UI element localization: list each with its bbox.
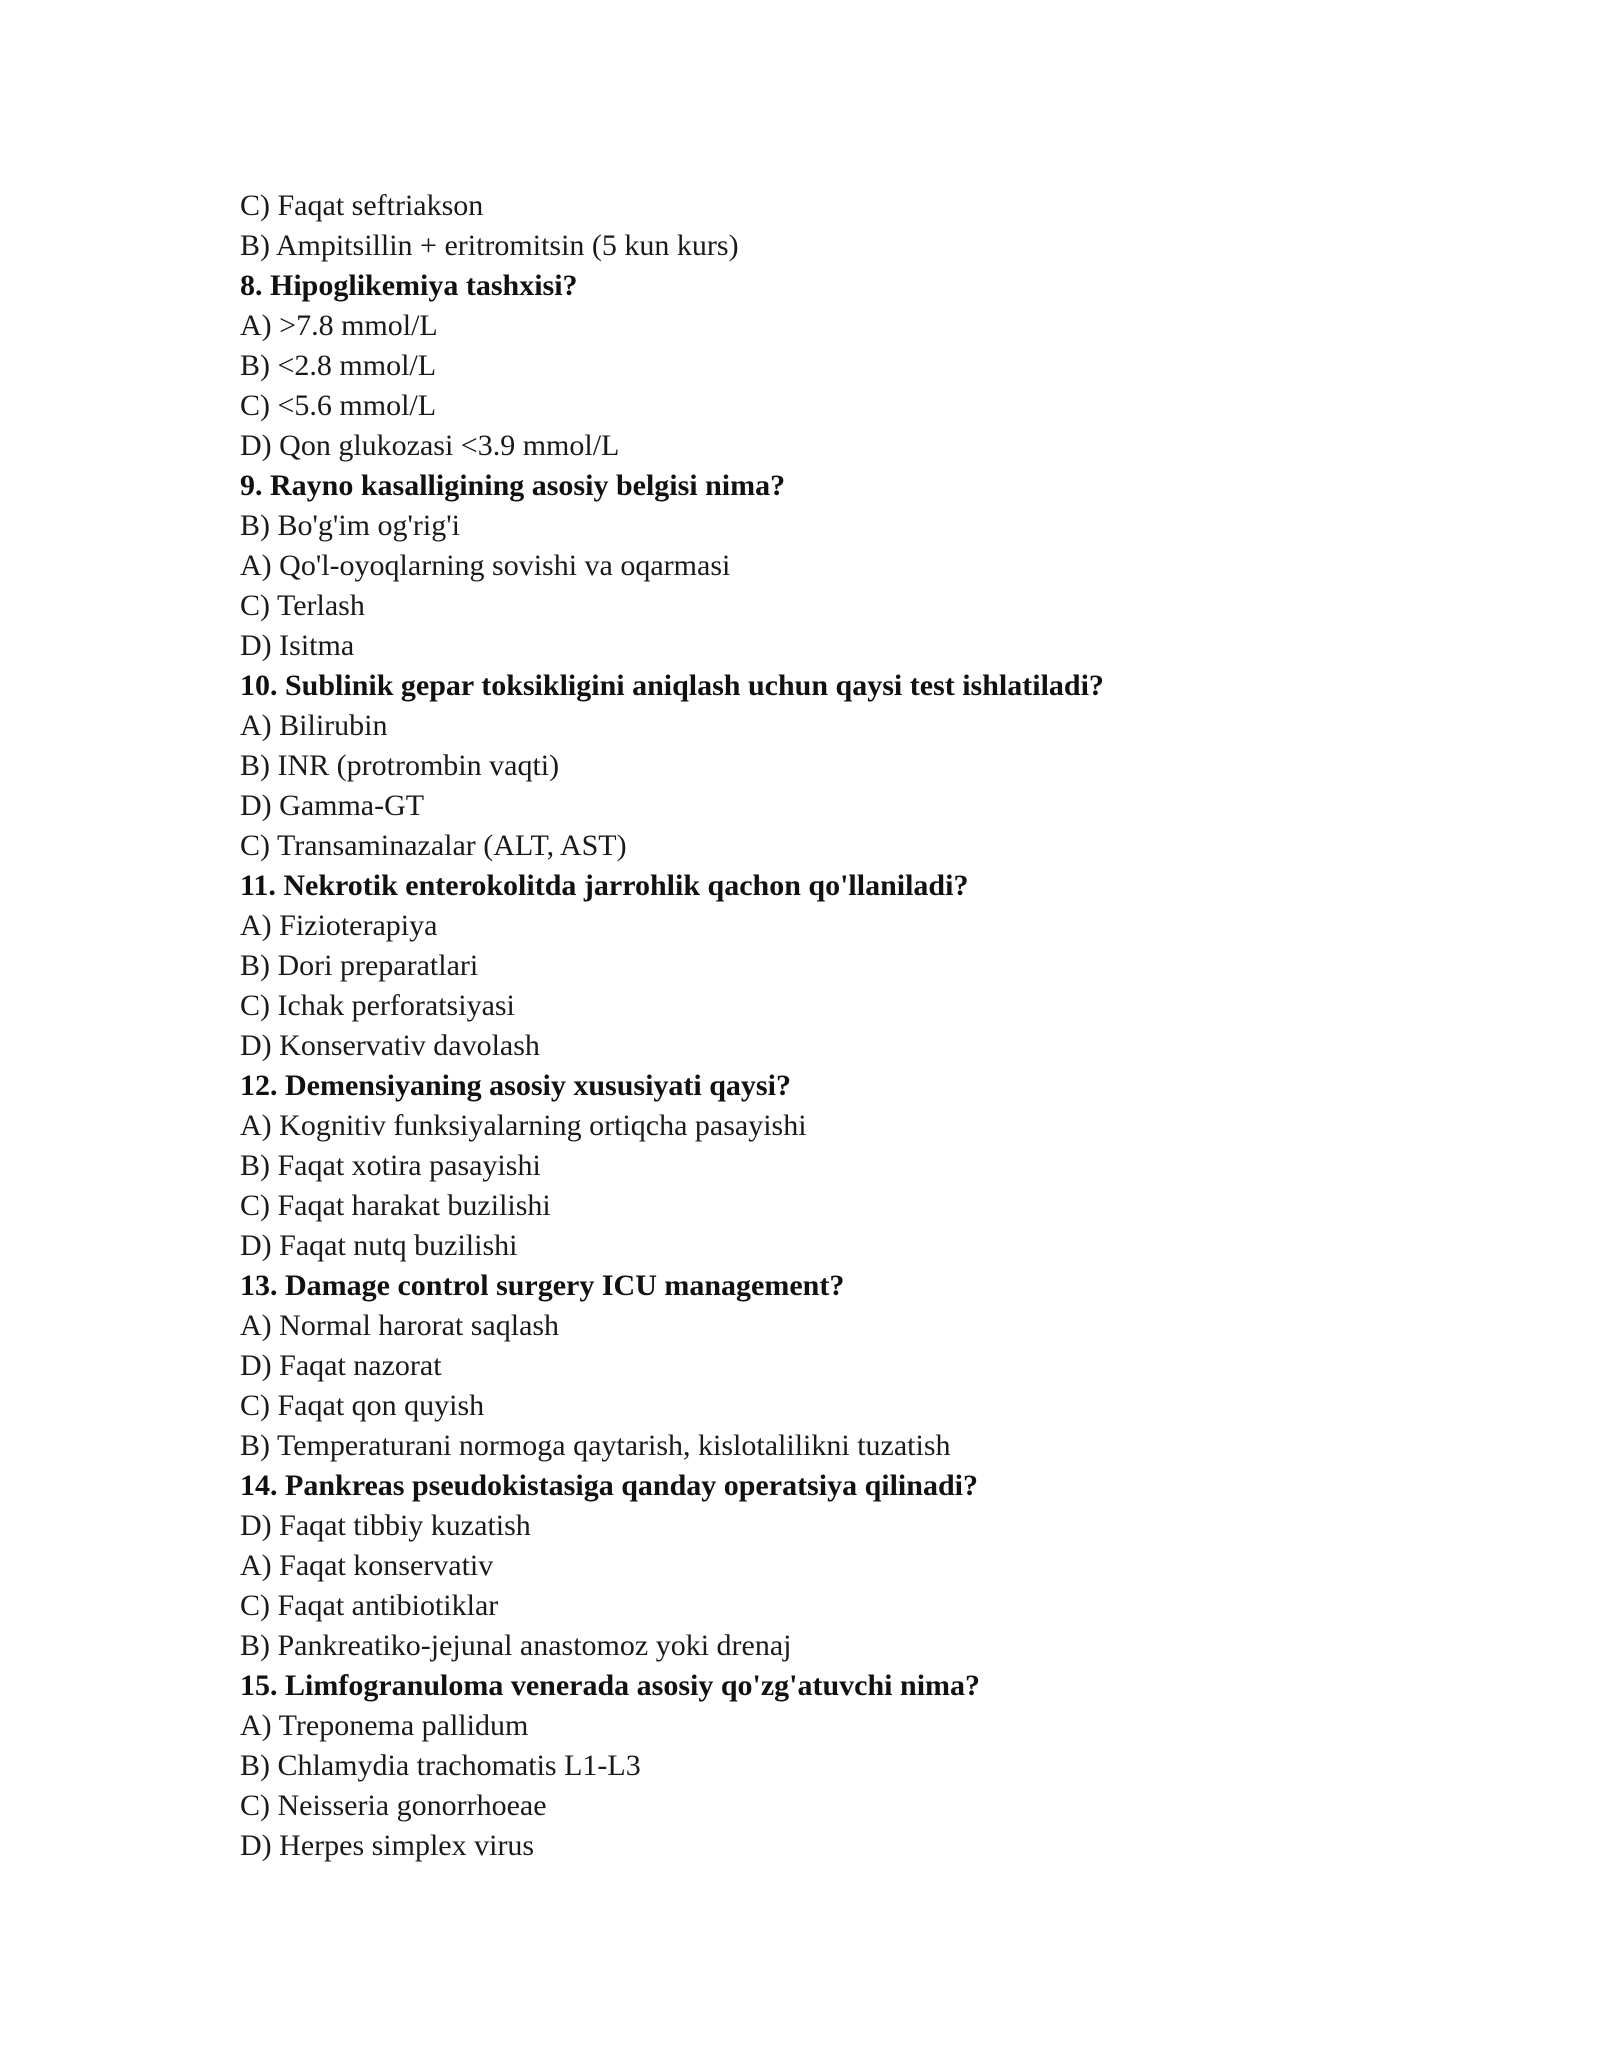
answer-option: D) Gamma-GT [240,789,425,822]
answer-option: C) Neisseria gonorrhoeae [240,1789,547,1822]
answer-option: B) INR (protrombin vaqti) [240,749,560,782]
answer-option: A) Treponema pallidum [240,1709,529,1742]
answer-option: D) Isitma [240,629,355,662]
answer-option: B) Ampitsillin + eritromitsin (5 kun kurs) [240,229,739,262]
answer-option: A) Fizioterapiya [240,909,438,942]
question-heading: 9. Rayno kasalligining asosiy belgisi nima? [240,469,786,502]
answer-option: A) Bilirubin [240,709,388,742]
answer-option: B) Pankreatiko-jejunal anastomoz yoki drenaj [240,1629,792,1662]
answer-option: B) <2.8 mmol/L [240,349,437,382]
question-list [240,186,1440,1866]
answer-option: C) Faqat seftriakson [240,189,484,222]
answer-option: C) Ichak perforatsiyasi [240,989,515,1022]
answer-option: D) Faqat nutq buzilishi [240,1229,518,1262]
answer-option: C) Faqat qon quyish [240,1389,485,1422]
answer-option: A) Qo'l-oyoqlarning sovishi va oqarmasi [240,549,731,582]
answer-option: B) Temperaturani normoga qaytarish, kislotalilikni tuzatish [240,1429,951,1462]
question-heading: 13. Damage control surgery ICU management? [240,1269,845,1302]
answer-option: D) Qon glukozasi <3.9 mmol/L [240,429,620,462]
answer-option: D) Faqat tibbiy kuzatish [240,1509,531,1542]
answer-option: C) Transaminazalar (ALT, AST) [240,829,627,862]
answer-option: D) Faqat nazorat [240,1349,442,1382]
question-heading: 15. Limfogranuloma venerada asosiy qo'zg'atuvchi nima? [240,1669,981,1702]
answer-option: A) Kognitiv funksiyalarning ortiqcha pasayishi [240,1109,807,1142]
answer-option: C) Faqat antibiotiklar [240,1589,499,1622]
answer-option: C) <5.6 mmol/L [240,389,437,422]
answer-option: A) Faqat konservativ [240,1549,494,1582]
answer-option: D) Konservativ davolash [240,1029,540,1062]
question-heading: 14. Pankreas pseudokistasiga qanday operatsiya qilinadi? [240,1469,978,1502]
answer-option: C) Terlash [240,589,365,622]
question-heading: 10. Sublinik gepar toksikligini aniqlash uchun qaysi test ishlatiladi? [240,669,1104,702]
answer-option: B) Dori preparatlari [240,949,479,982]
question-heading: 11. Nekrotik enterokolitda jarrohlik qachon qo'llaniladi? [240,869,969,902]
question-heading: 12. Demensiyaning asosiy xususiyati qaysi? [240,1069,791,1102]
answer-option: A) Normal harorat saqlash [240,1309,560,1342]
document-page [240,186,1440,1866]
question-heading: 8. Hipoglikemiya tashxisi? [240,269,578,302]
answer-option: B) Bo'g'im og'rig'i [240,509,460,542]
answer-option: C) Faqat harakat buzilishi [240,1189,551,1222]
answer-option: B) Faqat xotira pasayishi [240,1149,541,1182]
answer-option: B) Chlamydia trachomatis L1-L3 [240,1749,641,1782]
answer-option: A) >7.8 mmol/L [240,309,438,342]
answer-option: D) Herpes simplex virus [240,1829,535,1862]
